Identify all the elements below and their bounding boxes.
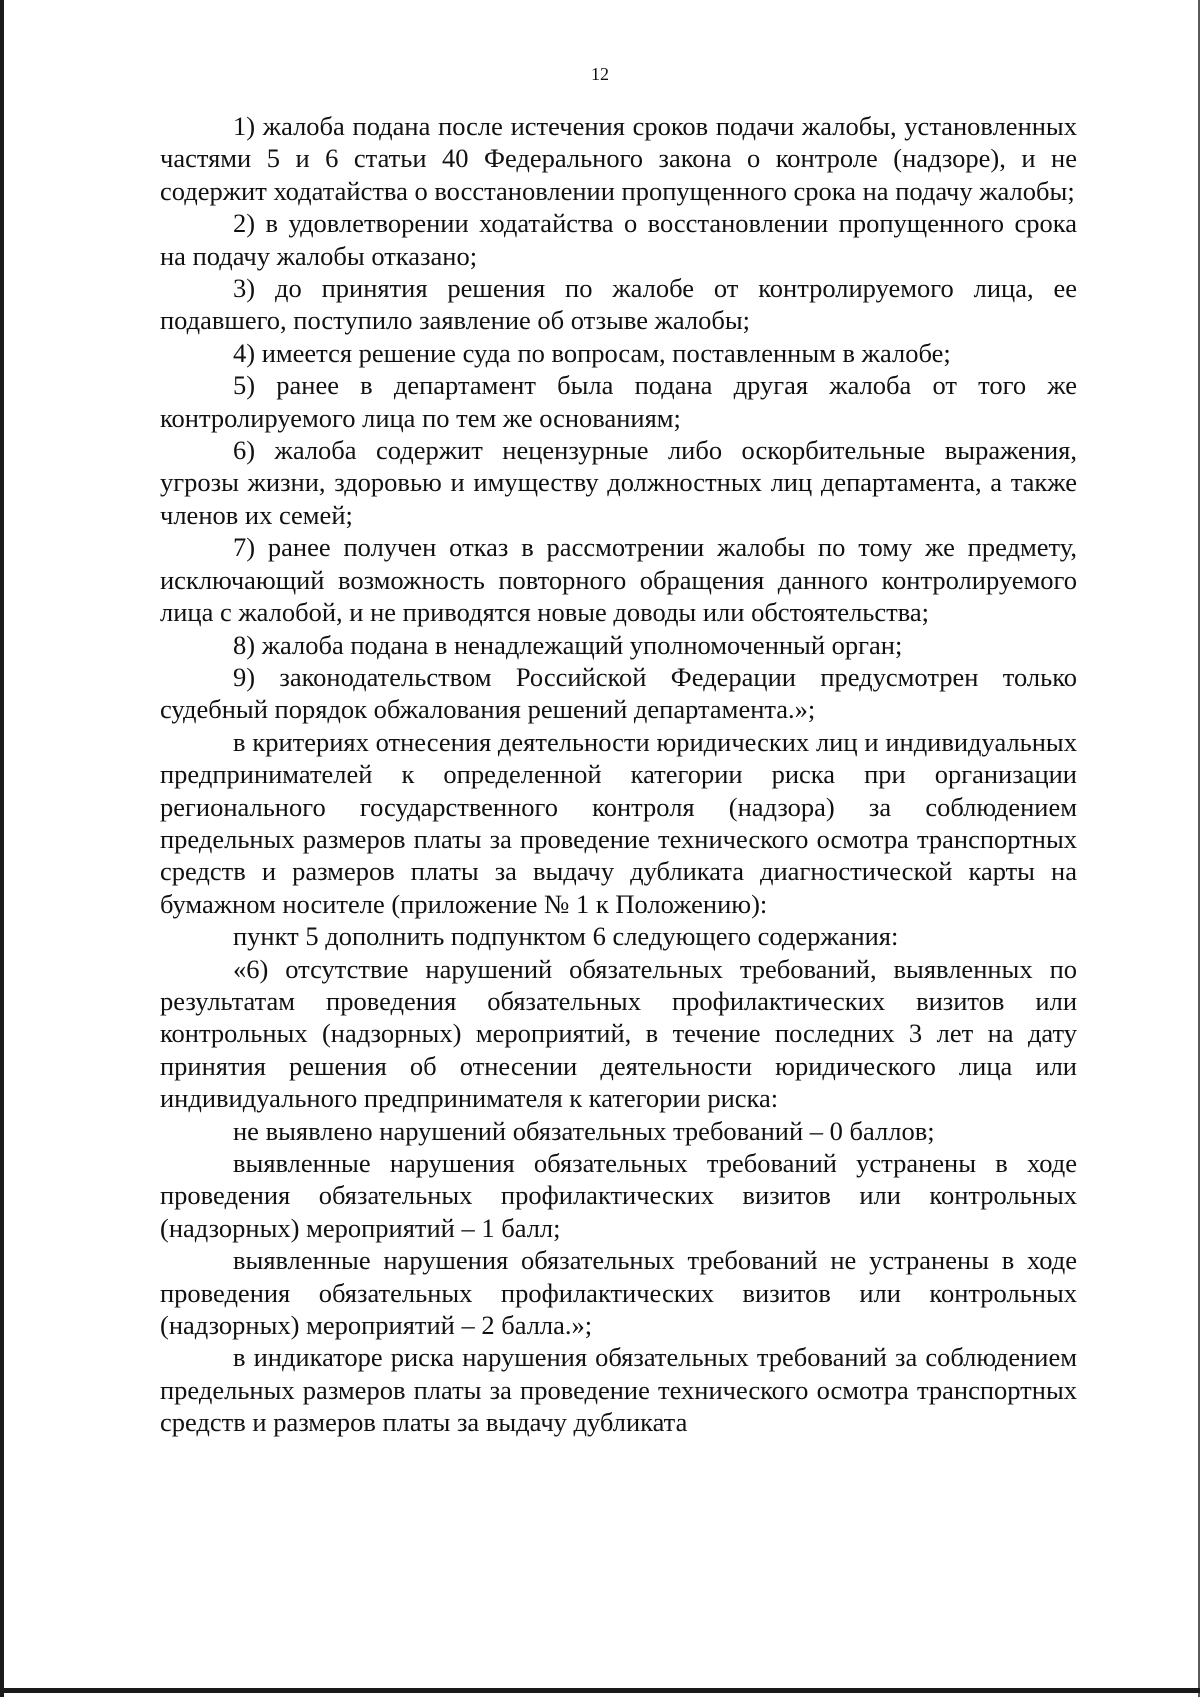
paragraph-item-7: 7) ранее получен отказ в рассмотрении жалобы по тому же предмету, исключающий возможность повторного обращения данного контролируемого лица с жалобой, и не приводятся новые доводы или обстоятельства; [160,532,1077,628]
paragraph-subpoint-6: «6) отсутствие нарушений обязательных требований, выявленных по результатам проведения обязательных профилактических визитов или контрольных (надзорных) мероприятий, в течение последних 3 лет на дату принятия решения об отнесении деятельности юридического лица или индивидуального предпринимателя к категории риска: [160,953,1077,1114]
paragraph-item-6: 6) жалоба содержит нецензурные либо оскорбительные выражения, угрозы жизни, здоровью и имуществу должностных лиц департамента, а также членов их семей; [160,435,1077,530]
paragraph-item-1: 1) жалоба подана после истечения сроков подачи жалобы, установленных частями 5 и 6 статьи 40 Федерального закона о контроле (надзоре), и не содержит ходатайства о восстановлении пропущенного срока на подачу жалобы; [160,111,1077,206]
paragraph-item-5: 5) ранее в департамент была подана другая жалоба от того же контролируемого лица по тем же основаниям; [160,370,1077,433]
paragraph-score-0: не выявлено нарушений обязательных требований – 0 баллов; [233,1115,935,1146]
paragraph-item-3: 3) до принятия решения по жалобе от контролируемого лица, ее подавшего, поступило заявление об отзыве жалобы; [160,273,1077,336]
paragraph-item-8: 8) жалоба подана в ненадлежащий уполномоченный орган; [233,629,903,660]
scan-border-bottom [0,1688,1200,1693]
paragraph-risk-indicator: в индикаторе риска нарушения обязательных требований за соблюдением предельных размеров платы за проведение технического осмотра транспортных средств и размеров платы за выдачу дубликата [160,1342,1077,1438]
scan-border-left [0,0,4,1697]
page-number: 12 [591,64,609,84]
paragraph-item-9: 9) законодательством Российской Федерации предусмотрен только судебный порядок обжалования решений департамента.»; [160,661,1077,725]
paragraph-criteria: в критериях отнесения деятельности юридических лиц и индивидуальных предпринимателей к определенной категории риска при организации регионального государственного контроля (надзора) за соблюдением предельных размеров платы за проведение технического осмотра транспортных средств и размеров платы за выдачу дубликата диагностической карты на бумажном носителе (приложение № 1 к Положению): [160,726,1077,919]
paragraph-point-5: пункт 5 дополнить подпунктом 6 следующего содержания: [233,921,899,952]
document-body [160,110,1077,1439]
paragraph-score-1: выявленные нарушения обязательных требований устранены в ходе проведения обязательных профилактических визитов или контрольных (надзорных) мероприятий – 1 балл; [160,1148,1077,1243]
paragraph-item-4: 4) имеется решение суда по вопросам, поставленным в жалобе; [233,337,951,368]
paragraph-item-2: 2) в удовлетворении ходатайства о восстановлении пропущенного срока на подачу жалобы отказано; [160,208,1077,271]
paragraph-score-2: выявленные нарушения обязательных требований не устранены в ходе проведения обязательных профилактических визитов или контрольных (надзорных) мероприятий – 2 балла.»; [160,1245,1077,1341]
